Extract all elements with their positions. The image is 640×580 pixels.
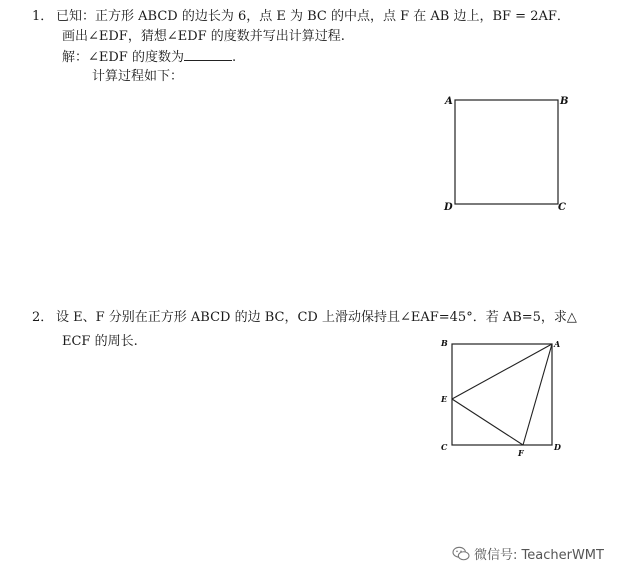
label-a: A: [445, 96, 453, 107]
answer-suffix: .: [231, 50, 237, 65]
label-a2: A: [554, 339, 561, 349]
label-f2: F: [518, 448, 524, 458]
wechat-icon: [452, 546, 470, 562]
segment-ef: [452, 399, 523, 445]
label-e2: E: [441, 394, 448, 404]
problem1-process-label: 计算过程如下：: [92, 69, 184, 84]
problem1-number: 1．: [32, 9, 54, 24]
answer-prefix: 解：∠EDF 的度数为: [62, 50, 184, 65]
answer-blank[interactable]: [184, 48, 232, 61]
segment-af: [523, 344, 552, 445]
label-b2: B: [441, 338, 448, 348]
problem2-statement-line2: ECF 的周长.: [62, 334, 138, 349]
label-d: D: [444, 202, 453, 213]
problem1-statement-line2: 画出∠EDF，猜想∠EDF 的度数并写出计算过程.: [62, 29, 345, 44]
problem1-square-figure: [440, 92, 580, 212]
problem1-statement-line1: 已知：正方形 ABCD 的边长为 6，点 E 为 BC 的中点，点 F 在 AB 边上，BF = 2AF．: [56, 9, 570, 24]
problem2-number: 2．: [32, 310, 54, 325]
label-b: B: [560, 96, 569, 107]
label-d2: D: [554, 442, 561, 452]
problem2-statement-line1: 设 E、F 分别在正方形 ABCD 的边 BC，CD 上滑动保持且∠EAF=45°．若 AB=5，求△: [56, 310, 577, 325]
square-abcd: [455, 100, 558, 204]
segment-ae: [452, 344, 552, 399]
problem1-answer: [62, 48, 236, 67]
label-c2: C: [441, 442, 448, 452]
watermark: [452, 544, 604, 563]
label-c: C: [558, 202, 566, 213]
watermark-text: 微信号: TeacherWMT: [474, 548, 604, 563]
problem2-square-figure: [436, 336, 576, 461]
